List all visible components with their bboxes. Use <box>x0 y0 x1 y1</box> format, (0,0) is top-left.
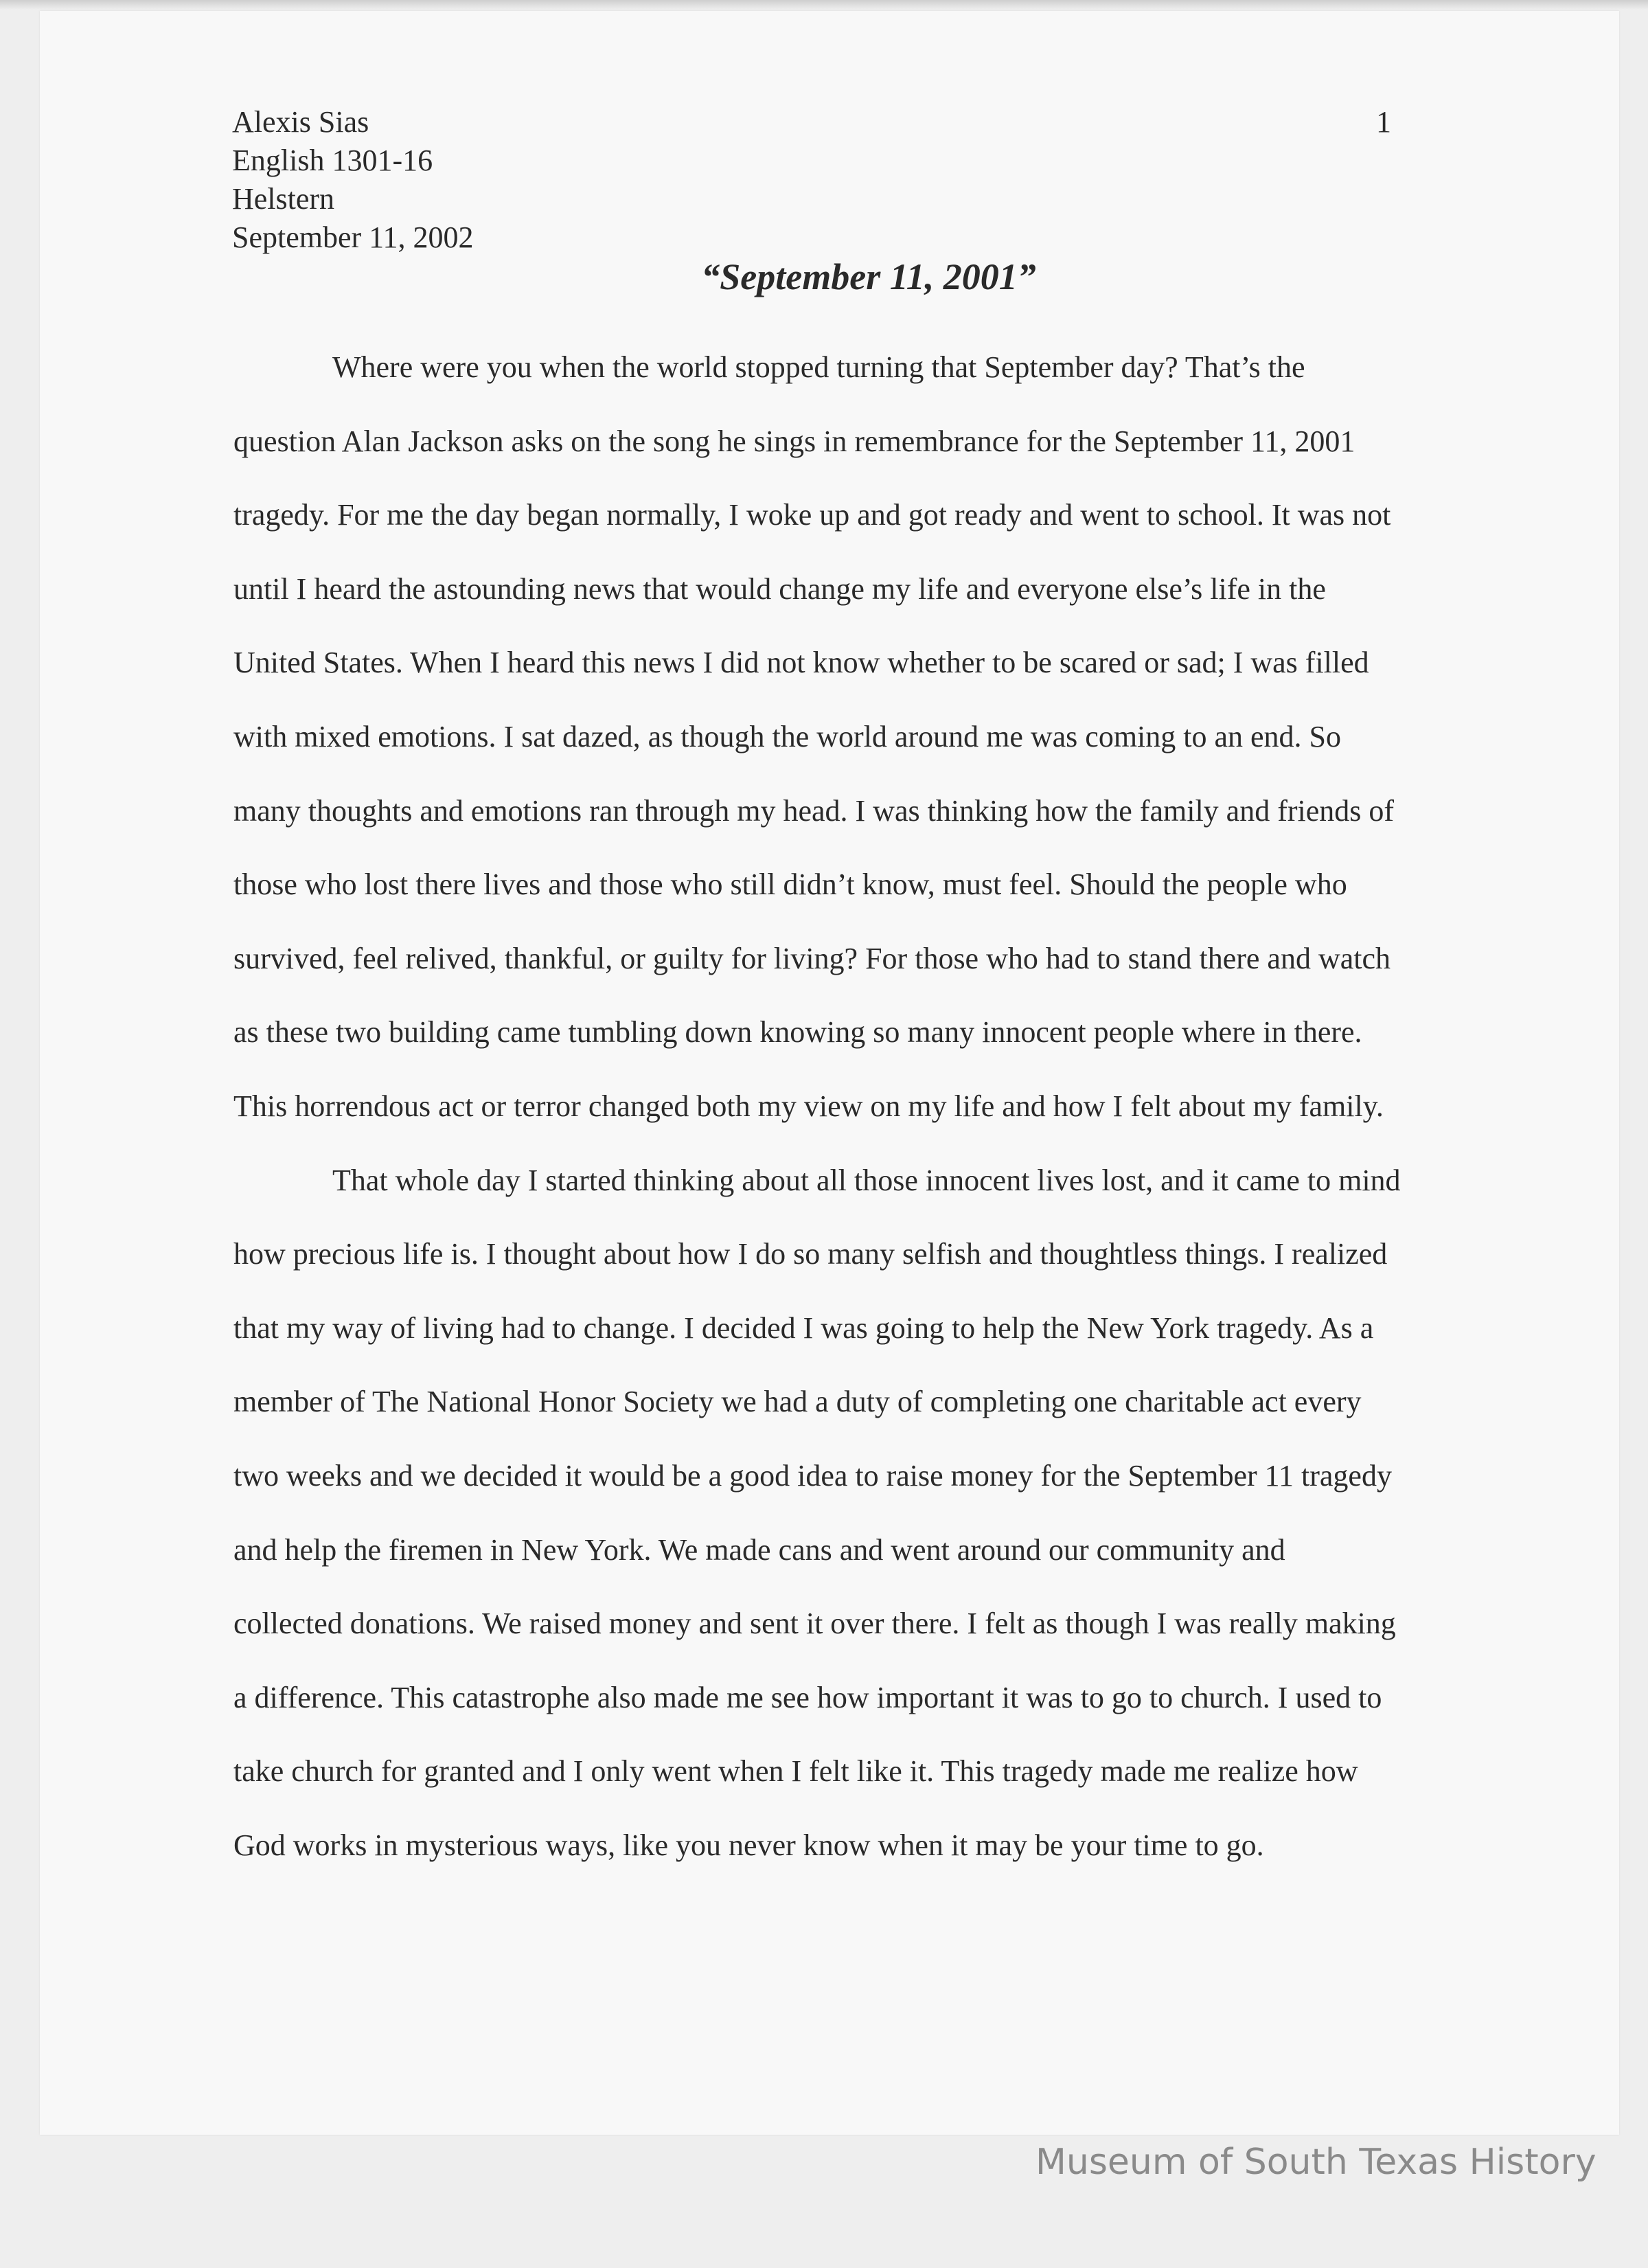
body-line: United States. When I heard this news I did not know whether to be scared or sad; I was filled <box>233 646 1369 680</box>
body-line: two weeks and we decided it would be a good idea to raise money for the September 11 tragedy <box>233 1458 1392 1493</box>
essay-title: “September 11, 2001” <box>701 256 1036 297</box>
heading-block <box>232 103 474 257</box>
body-line: those who lost there lives and those who still didn’t know, must feel. Should the people who <box>233 867 1347 902</box>
document-date: September 11, 2002 <box>232 220 474 254</box>
body-line: until I heard the astounding news that would change my life and everyone else’s life in the <box>233 571 1326 606</box>
body-line: member of The National Honor Society we had a duty of completing one charitable act every <box>233 1385 1362 1419</box>
body-line: collected donations. We raised money and sent it over there. I felt as though I was really making <box>233 1607 1396 1641</box>
body-line: as these two building came tumbling down knowing so many innocent people where in there. <box>233 1015 1362 1050</box>
body-line: how precious life is. I thought about how I do so many selfish and thoughtless things. I realized <box>233 1237 1388 1271</box>
body-line: survived, feel relived, thankful, or guilty for living? For those who had to stand there and watch <box>233 941 1391 975</box>
body-line: Where were you when the world stopped turning that September day? That’s the <box>332 350 1305 384</box>
body-line: with mixed emotions. I sat dazed, as though the world around me was coming to an end. So <box>233 719 1342 753</box>
author-name: Alexis Sias <box>232 105 369 139</box>
body-line: and help the firemen in New York. We made cans and went around our community and <box>233 1532 1285 1567</box>
body-line: That whole day I started thinking about all those innocent lives lost, and it came to mind <box>332 1163 1401 1197</box>
body-line: that my way of living had to change. I decided I was going to help the New York tragedy. As a <box>233 1311 1374 1345</box>
body-line: a difference. This catastrophe also made me see how important it was to go to church. I used to <box>233 1680 1382 1714</box>
course-name: English 1301-16 <box>232 144 433 177</box>
body-line: God works in mysterious ways, like you never know when it may be your time to go. <box>233 1828 1264 1862</box>
body-line: question Alan Jackson asks on the song he sings in remembrance for the September 11, 2001 <box>233 424 1355 458</box>
essay-body <box>233 348 1524 1900</box>
museum-credit-watermark: Museum of South Texas History <box>1035 2142 1596 2183</box>
page-number: 1 <box>1376 105 1391 139</box>
body-line: many thoughts and emotions ran through my head. I was thinking how the family and friends of <box>233 793 1395 828</box>
instructor-name: Helstern <box>232 182 335 216</box>
scan-edge-shadow <box>0 0 1648 10</box>
body-line: tragedy. For me the day began normally, I woke up and got ready and went to school. It was not <box>233 498 1391 532</box>
body-line: take church for granted and I only went when I felt like it. This tragedy made me realize how <box>233 1754 1358 1789</box>
body-line: This horrendous act or terror changed both my view on my life and how I felt about my family. <box>233 1089 1384 1123</box>
